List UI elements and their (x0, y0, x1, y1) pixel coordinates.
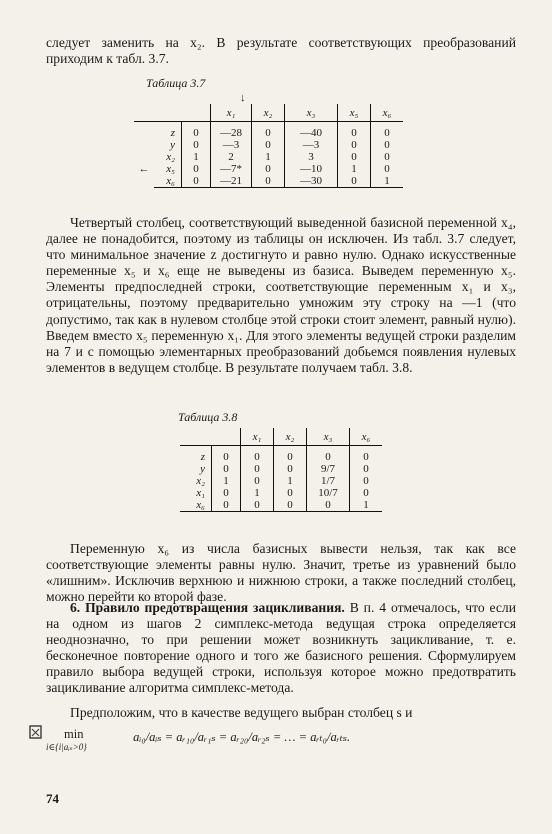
table-3-8 (180, 428, 382, 512)
table-row (180, 487, 382, 499)
page-number: 74 (46, 791, 59, 806)
t38-header-x1: x₁ (241, 428, 274, 446)
table-cell: 0 (371, 139, 404, 151)
table-row (134, 139, 403, 151)
table-cell: 0 (350, 487, 383, 499)
table-row (134, 163, 403, 175)
table-cell: 0 (212, 463, 241, 475)
table-cell: 0 (350, 475, 383, 487)
table-cell: 0 (212, 499, 241, 512)
table-row (134, 175, 403, 188)
table-cell: 0 (252, 139, 285, 151)
print-smudge-icon (29, 724, 43, 742)
table-cell: —40 (285, 122, 338, 140)
table-cell: —7* (211, 163, 252, 175)
table-cell: x₂ (166, 151, 175, 163)
table-cell: 0 (274, 487, 307, 499)
table-cell: y (170, 139, 175, 151)
table-cell: 0 (371, 151, 404, 163)
formula-expression: aᵢ₀/aᵢₛ = aᵣ₁₀/aᵣ₁ₛ = aᵣ₂₀/aᵣ₂ₛ = … = aᵣₜ₀/aᵣₜₛ. (133, 730, 351, 744)
formula-subscript: i∈{i|aᵢₛ>0} (46, 742, 87, 752)
table-row (180, 499, 382, 512)
table-cell: 0 (307, 446, 350, 464)
pivot-row-arrow: ← (138, 163, 150, 175)
table-cell: —10 (285, 163, 338, 175)
table-cell: 0 (212, 487, 241, 499)
table-cell: 1 (241, 487, 274, 499)
paragraph-rule-text: В п. 4 отмечалось, что если на одном из шагов 2 симплекс-метода ведущая строка определяется неоднозначно, то при решении может возникнуть зацикливание, т. е. бесконечное повторение одного и того же базисного решения. Сформулируем правило выбора ведущей строки, используя которое можно предотвратить зацикливание алгоритма симплекс-метода. (46, 600, 516, 696)
table-3-8-caption: Таблица 3.8 (178, 410, 238, 424)
table-cell: 0 (182, 122, 211, 140)
section-heading: 6. Правило предотвращения зацикливания. (70, 600, 345, 615)
table-cell: —3 (211, 139, 252, 151)
table-cell: x₅ (166, 163, 175, 175)
paragraph-rule (46, 600, 516, 697)
t38-header-x3: x₃ (307, 428, 350, 446)
table-cell: 3 (285, 151, 338, 163)
table-cell: 0 (274, 499, 307, 512)
table-row (180, 446, 382, 464)
t38-header-x6: x₆ (350, 428, 383, 446)
table-cell: 0 (182, 175, 211, 188)
table-cell: 1 (338, 163, 371, 175)
table-cell: 1 (350, 499, 383, 512)
table-row (180, 475, 382, 487)
paragraph-conclusion: Переменную x₆ из числа базисных вывести нельзя, так как все соответствующие элементы равны нулю. Значит, третье из уравнений было «лишним». Исключив верхнюю и нижнюю строки, а также последний столбец, можно перейти ко второй фазе. (46, 541, 516, 605)
table-cell: z (170, 127, 175, 139)
t37-header-x3: x₃ (285, 104, 338, 122)
t37-header-x6: x₆ (371, 104, 404, 122)
table-cell: 0 (182, 163, 211, 175)
paragraph-explanation: Четвертый столбец, соответствующий выведенной базисной переменной x₄, далее не понадобится, поэтому из таблицы он исключен. Из табл. 3.7 следует, что минимальное значение z достигнуто и равно нулю. Однако искусственные переменные x₅ и x₆ еще не выведены из базиса. Выведем переменную x₅. Элементы предпоследней строки, соответствующие переменным x₁ и x₃, отрицательны, поэтому предварительно умножим эту строку на —1 (что допустимо, так как в нулевом столбце этой строки стоит элемент, равный нулю). Введем вместо x₅ переменную x₁. Для этого элементы ведущей строки разделим на 7 и с помощью элементарных преобразований добьемся появления нулевых элементов в ведущем столбце. В результате получаем табл. 3.8. (46, 215, 516, 375)
table-cell: 0 (252, 163, 285, 175)
table-cell: 9/7 (307, 463, 350, 475)
table-cell: 0 (241, 446, 274, 464)
formula-min-ratio (46, 727, 350, 757)
paragraph-assumption: Предположим, что в качестве ведущего выбран столбец s и (70, 705, 413, 720)
table-cell: 10/7 (307, 487, 350, 499)
table-cell: 1 (274, 475, 307, 487)
table-cell: 0 (338, 122, 371, 140)
table-cell: 0 (182, 139, 211, 151)
table-row (134, 151, 403, 163)
table-cell: —3 (285, 139, 338, 151)
table-cell: 0 (338, 139, 371, 151)
table-cell: z (200, 451, 205, 463)
table-cell: 0 (338, 151, 371, 163)
t37-header-x5: x₅ (338, 104, 371, 122)
table-cell: 1 (252, 151, 285, 163)
t37-header-x2: x₂ (252, 104, 285, 122)
table-cell: —21 (211, 175, 252, 188)
pivot-column-arrow: ↓ (240, 92, 246, 104)
table-cell: 0 (212, 446, 241, 464)
table-cell: 0 (252, 175, 285, 188)
table-cell: 0 (350, 446, 383, 464)
table-cell: x₁ (196, 487, 205, 499)
table-cell: 0 (371, 163, 404, 175)
table-cell: 0 (307, 499, 350, 512)
table-cell: 0 (252, 122, 285, 140)
table-cell: 0 (274, 463, 307, 475)
formula-min: min (64, 727, 84, 741)
table-cell: 1 (371, 175, 404, 188)
table-cell: —28 (211, 122, 252, 140)
table-cell: 0 (274, 446, 307, 464)
table-cell: 0 (241, 475, 274, 487)
table-cell: 1 (182, 151, 211, 163)
table-cell: 0 (241, 499, 274, 512)
table-row (180, 463, 382, 475)
table-cell: 2 (211, 151, 252, 163)
table-cell: 0 (241, 463, 274, 475)
t37-header-x1: x₁ (211, 104, 252, 122)
table-cell: 0 (371, 122, 404, 140)
table-cell: 0 (338, 175, 371, 188)
paragraph-intro: следует заменить на x₂. В результате соответствующих преобразований приходим к табл. 3.7. (46, 35, 516, 67)
t38-header-x2: x₂ (274, 428, 307, 446)
table-cell: 1 (212, 475, 241, 487)
table-cell: x₆ (154, 175, 182, 188)
table-cell: —30 (285, 175, 338, 188)
table-row (134, 122, 403, 140)
table-cell: y (200, 463, 205, 475)
table-cell: x₂ (196, 475, 205, 487)
table-cell: 1/7 (307, 475, 350, 487)
table-cell: x₆ (180, 499, 212, 512)
table-3-7-caption: Таблица 3.7 (146, 76, 206, 90)
table-3-7 (134, 104, 403, 188)
table-cell: 0 (350, 463, 383, 475)
